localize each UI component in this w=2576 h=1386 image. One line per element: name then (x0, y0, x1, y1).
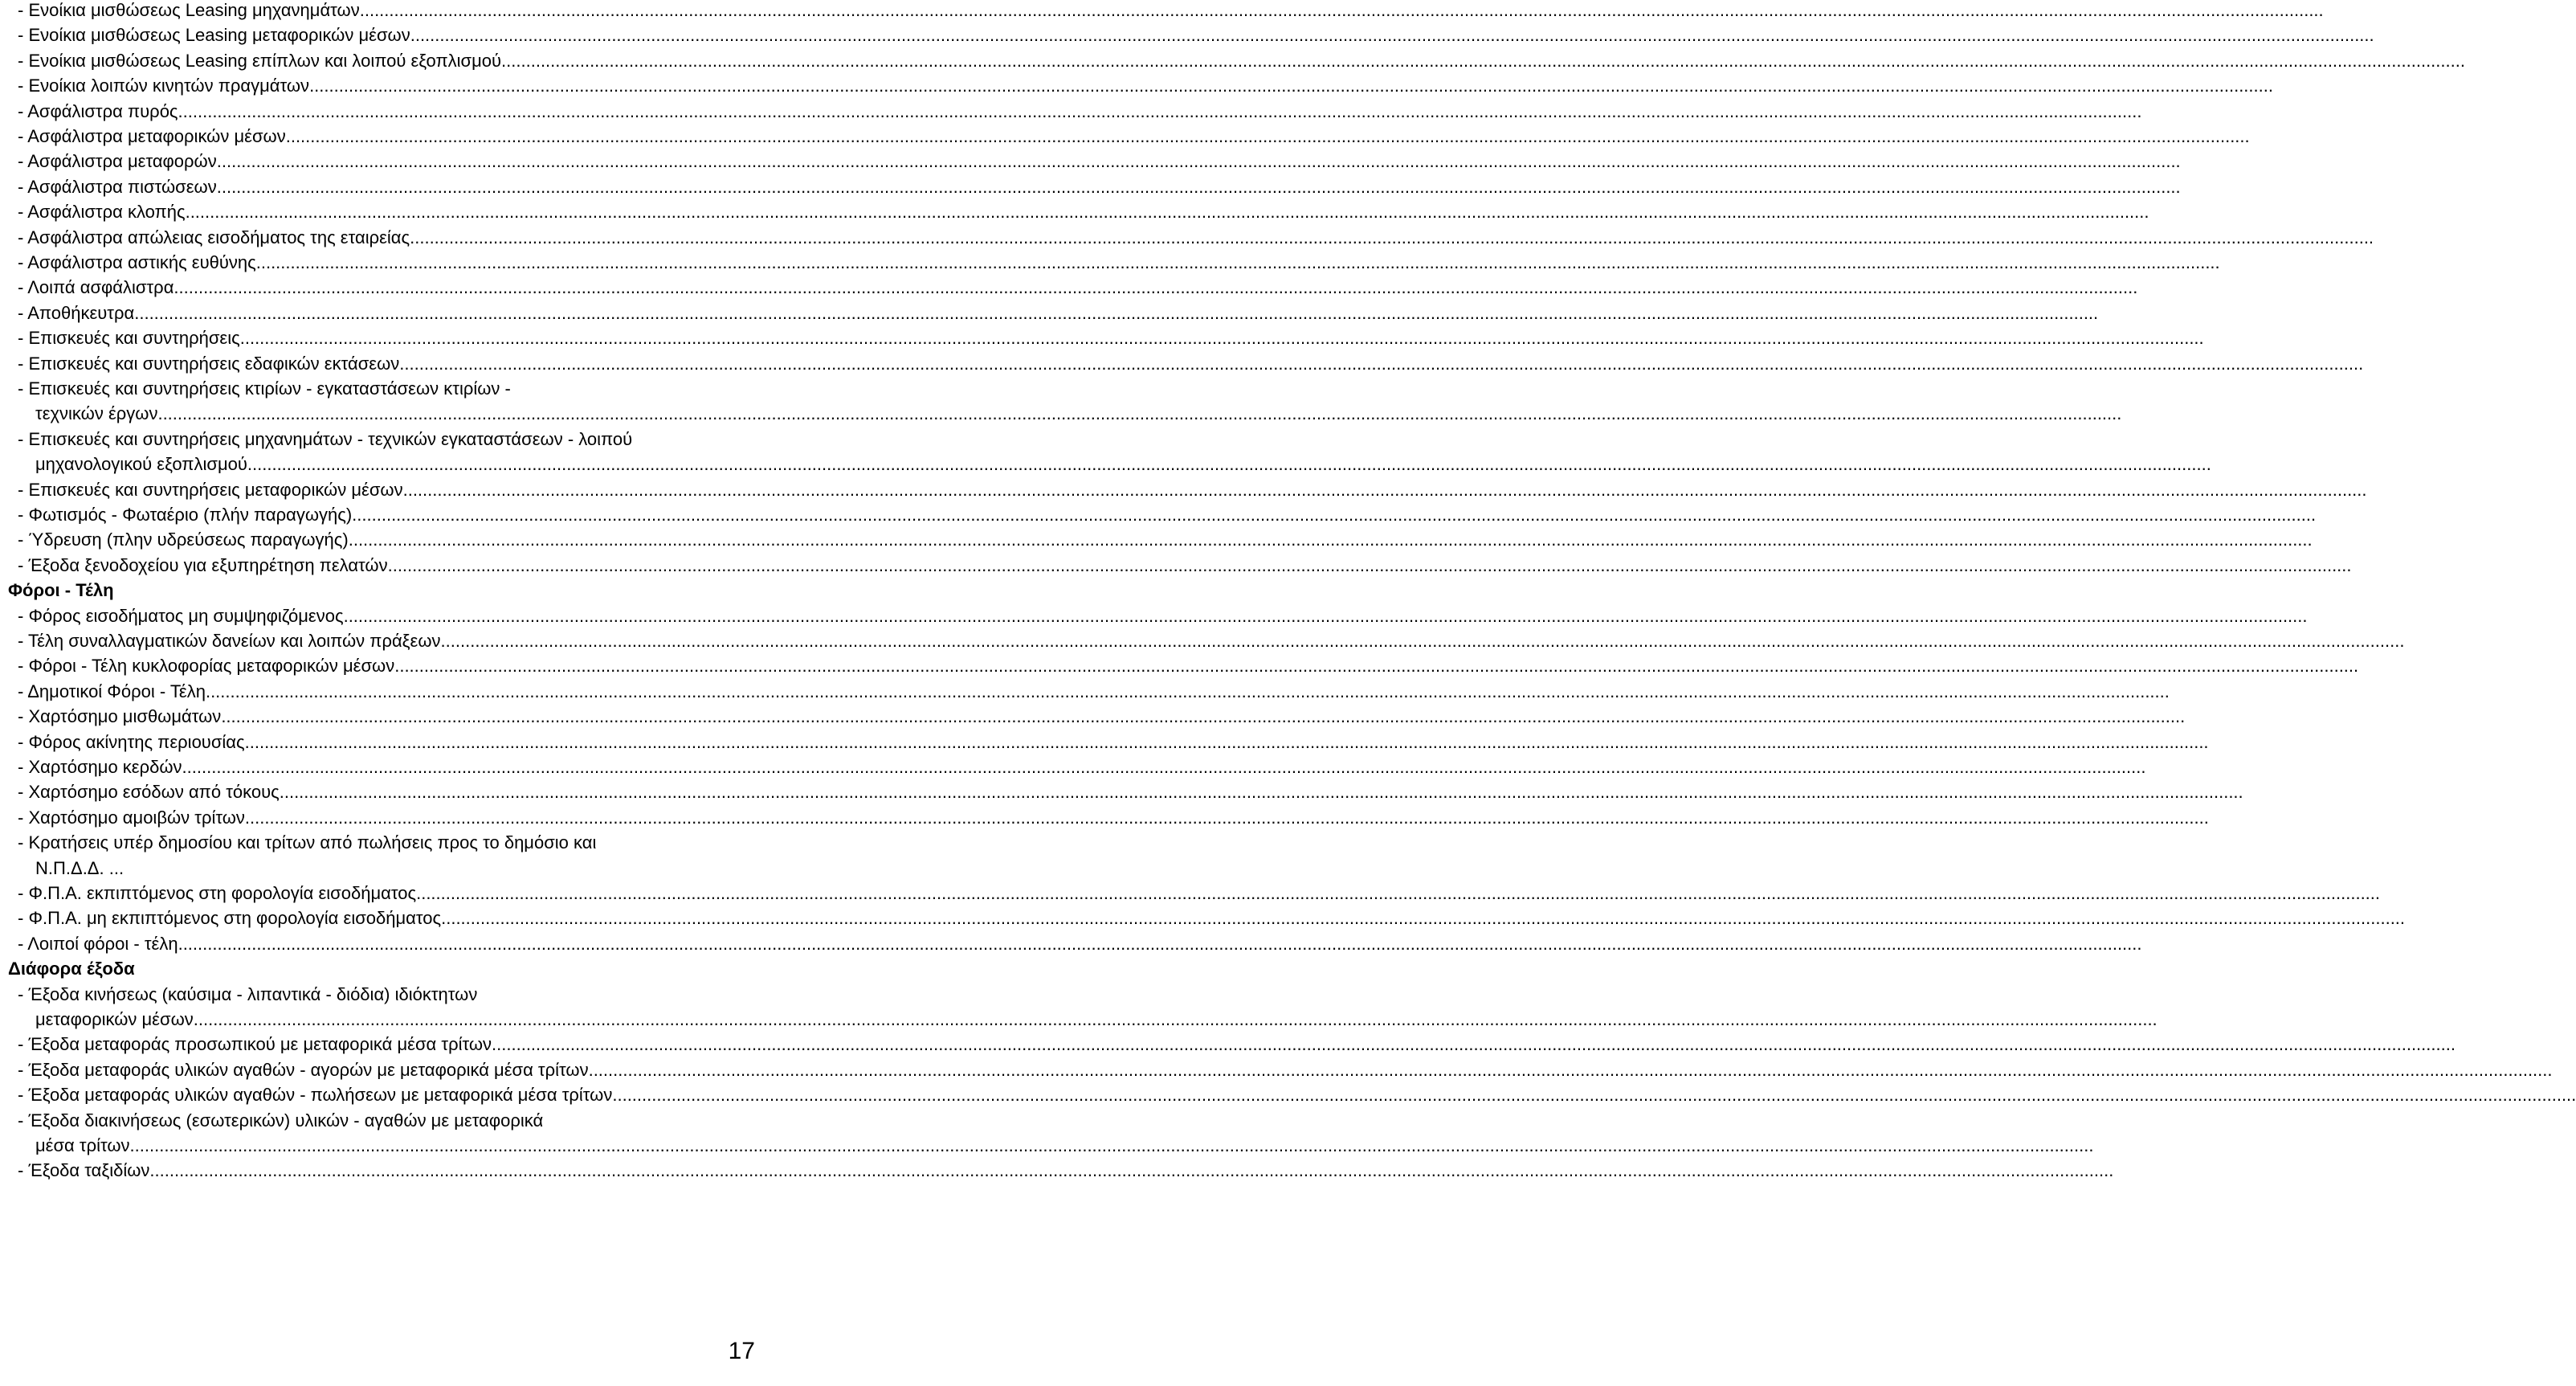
list-item-continuation (35, 454, 2211, 475)
dot-leader: ................................................................................................................................................................................................................................................................................................................................................................................................................ (239, 328, 2204, 349)
dot-leader: ................................................................................................................................................................................................................................................................................................................................................................................................................ (178, 933, 2142, 954)
dot-leader: ................................................................................................................................................................................................................................................................................................................................................................................................................ (247, 454, 2211, 475)
list-item (18, 605, 2308, 627)
list-item (18, 1110, 752, 1131)
page-number: 17 (728, 1338, 755, 1364)
list-item-text: - Έξοδα ταξιδίων (18, 1160, 150, 1181)
list-item (18, 984, 752, 1005)
dot-leader: ................................................................................................................................................................................................................................................................................................................................................................................................................ (182, 757, 2146, 777)
dot-leader: ................................................................................................................................................................................................................................................................................................................................................................................................................ (157, 403, 2122, 424)
list-item (18, 757, 2146, 778)
section-heading: Διάφορα έξοδα (8, 959, 135, 979)
dot-leader: ................................................................................................................................................................................................................................................................................................................................................................................................................ (129, 1135, 2094, 1155)
dot-leader: ................................................................................................................................................................................................................................................................................................................................................................................................................ (244, 807, 2209, 828)
list-item (18, 302, 2099, 324)
list-item-text: - Φ.Π.Α. μη εκπιπτόμενος στη φορολογία εισοδήματος (18, 908, 442, 929)
list-item (18, 908, 2406, 929)
list-item-text: μεταφορικών μέσων (35, 1009, 194, 1029)
list-item-text: - Φόροι - Τέλη κυκλοφορίας μεταφορικών μέσων (18, 656, 395, 677)
list-item-text: - Επισκευές και συντηρήσεις μεταφορικών μέσων (18, 479, 403, 500)
dot-leader: ................................................................................................................................................................................................................................................................................................................................................................................................................ (416, 883, 2381, 903)
list-item (18, 1160, 2114, 1181)
list-item (18, 505, 2317, 525)
list-item (18, 25, 2374, 46)
list-item-text: - Έξοδα μεταφοράς υλικών αγαθών - πωλήσεων με μεταφορικά μέσα τρίτων (18, 1085, 613, 1106)
dot-leader: ................................................................................................................................................................................................................................................................................................................................................................................................................ (352, 505, 2317, 525)
list-item-text: - Έξοδα διακινήσεως (εσωτερικών) υλικών - αγαθών με μεταφορικά (18, 1110, 544, 1130)
dot-leader: ................................................................................................................................................................................................................................................................................................................................................................................................................ (185, 202, 2149, 223)
list-item (18, 1034, 2456, 1055)
dot-leader: ................................................................................................................................................................................................................................................................................................................................................................................................................ (387, 554, 2352, 575)
list-item-continuation (35, 403, 2122, 424)
list-item-text: - Ασφάλιστρα πιστώσεων (18, 176, 217, 197)
list-item (18, 50, 2465, 72)
list-item (18, 883, 2381, 904)
list-item (18, 328, 2204, 349)
list-item-continuation (35, 858, 752, 879)
dot-leader: ................................................................................................................................................................................................................................................................................................................................................................................................................ (244, 731, 2209, 752)
list-item-text: - Δημοτικοί Φόροι - Τέλη (18, 681, 206, 701)
dot-leader: ................................................................................................................................................................................................................................................................................................................................................................................................................ (285, 126, 2250, 146)
dot-leader: ................................................................................................................................................................................................................................................................................................................................................................................................................ (309, 76, 2273, 96)
dot-leader: ................................................................................................................................................................................................................................................................................................................................................................................................................ (348, 529, 2313, 550)
dot-leader: ................................................................................................................................................................................................................................................................................................................................................................................................................ (174, 277, 2138, 298)
dot-leader: ................................................................................................................................................................................................................................................................................................................................................................................................................ (612, 1085, 2576, 1106)
list-item (18, 706, 2186, 727)
list-item (18, 0, 2324, 21)
list-item (18, 176, 2181, 198)
list-item (18, 429, 752, 450)
list-item (18, 807, 2209, 828)
list-item-text: - Ασφάλιστρα αστικής ευθύνης (18, 252, 256, 272)
list-item (18, 832, 752, 853)
dot-leader: ................................................................................................................................................................................................................................................................................................................................................................................................................ (359, 0, 2324, 20)
list-item (18, 782, 2243, 803)
list-item-text: μηχανολογικού εξοπλισμού (35, 454, 247, 475)
list-item-text: - Κρατήσεις υπέρ δημοσίου και τρίτων από πωλήσεις προς το δημόσιο και (18, 832, 597, 853)
dot-leader: ................................................................................................................................................................................................................................................................................................................................................................................................................ (410, 25, 2374, 46)
section-heading: Φόροι - Τέλη (8, 580, 114, 601)
list-item-text: - Λοιπά ασφάλιστρα (18, 277, 174, 298)
list-item (18, 529, 2313, 550)
list-item-text: - Φόρος ακίνητης περιουσίας (18, 731, 245, 752)
list-item-text: - Έξοδα μεταφοράς υλικών αγαθών - αγορών με μεταφορικά μέσα τρίτων (18, 1059, 589, 1080)
list-item-text: Ν.Π.Δ.Δ. ... (35, 857, 125, 878)
list-item-continuation (35, 1135, 2094, 1156)
list-item (18, 656, 2359, 677)
list-item-text: - Φωτισμός - Φωταέριο (πλήν παραγωγής) (18, 505, 353, 525)
list-item-text: - Αποθήκευτρα (18, 302, 135, 323)
list-item (18, 1085, 2576, 1106)
dot-leader: ................................................................................................................................................................................................................................................................................................................................................................................................................ (410, 227, 2374, 247)
list-item-text: - Επισκευές και συντηρήσεις εδαφικών εκτάσεων (18, 353, 400, 374)
list-item-text: - Ασφάλιστρα πυρός (18, 100, 178, 121)
list-item-text: - Χαρτόσημο αμοιβών τρίτων (18, 807, 245, 828)
dot-leader: ................................................................................................................................................................................................................................................................................................................................................................................................................ (193, 1009, 2158, 1029)
list-item-text: - Επισκευές και συντηρήσεις μηχανημάτων - τεχνικών εγκαταστάσεων - λοιπού (18, 428, 633, 449)
list-item-text: - Ενοίκια μισθώσεως Leasing μηχανημάτων (18, 0, 360, 20)
list-item-text: - Ασφάλιστρα μεταφορών (18, 151, 217, 172)
list-item-text: - Έξοδα κινήσεως (καύσιμα - λιπαντικά - διόδια) ιδιόκτητων (18, 983, 478, 1004)
list-item (18, 554, 2352, 576)
dot-leader: ................................................................................................................................................................................................................................................................................................................................................................................................................ (402, 479, 2367, 500)
list-item-text: - Χαρτόσημο μισθωμάτων (18, 706, 222, 727)
dot-leader: ................................................................................................................................................................................................................................................................................................................................................................................................................ (255, 252, 2220, 272)
dot-leader: ................................................................................................................................................................................................................................................................................................................................................................................................................ (440, 631, 2405, 651)
dot-leader: ................................................................................................................................................................................................................................................................................................................................................................................................................ (216, 176, 2181, 197)
list-item (18, 202, 2149, 223)
list-item (18, 378, 752, 399)
dot-leader: ................................................................................................................................................................................................................................................................................................................................................................................................................ (221, 706, 2186, 727)
list-item-text: τεχνικών έργων (35, 403, 158, 424)
list-item-text: - Χαρτόσημο εσόδων από τόκους (18, 782, 280, 803)
list-item-text: - Ασφάλιστρα μεταφορικών μέσων (18, 126, 286, 146)
dot-leader: ................................................................................................................................................................................................................................................................................................................................................................................................................ (441, 908, 2406, 929)
list-item (18, 100, 2142, 122)
list-item-text: - Χαρτόσημο κερδών (18, 757, 182, 777)
dot-leader: ................................................................................................................................................................................................................................................................................................................................................................................................................ (216, 151, 2181, 172)
list-item-text: - Τέλη συναλλαγματικών δανείων και λοιπών πράξεων (18, 631, 441, 651)
dot-leader: ................................................................................................................................................................................................................................................................................................................................................................................................................ (588, 1059, 2553, 1080)
list-item (18, 227, 2374, 248)
list-item (18, 479, 2367, 501)
list-item-text: - Φ.Π.Α. εκπιπτόμενος στη φορολογία εισοδήματος (18, 883, 417, 903)
list-item (18, 252, 2220, 273)
dot-leader: ................................................................................................................................................................................................................................................................................................................................................................................................................ (492, 1034, 2456, 1055)
list-item (18, 1059, 2553, 1081)
list-item-text: - Λοιποί φόροι - τέλη (18, 933, 178, 954)
list-item-text: - Έξοδα μεταφοράς προσωπικού με μεταφορικά μέσα τρίτων (18, 1034, 492, 1055)
dot-leader: ................................................................................................................................................................................................................................................................................................................................................................................................................ (149, 1160, 2114, 1181)
dot-leader: ................................................................................................................................................................................................................................................................................................................................................................................................................ (205, 681, 2170, 701)
list-item (18, 126, 2250, 147)
dot-leader: ................................................................................................................................................................................................................................................................................................................................................................................................................ (501, 50, 2465, 71)
dot-leader: ................................................................................................................................................................................................................................................................................................................................................................................................................ (134, 302, 2099, 323)
dot-leader: ................................................................................................................................................................................................................................................................................................................................................................................................................ (178, 100, 2142, 121)
list-item-text: - Ενοίκια μισθώσεως Leasing μεταφορικών μέσων (18, 25, 410, 46)
list-item-text: - Έξοδα ξενοδοχείου για εξυπηρέτηση πελατών (18, 554, 388, 575)
dot-leader: ................................................................................................................................................................................................................................................................................................................................................................................................................ (399, 353, 2364, 374)
list-item (18, 631, 2405, 652)
list-item-text: - Ασφάλιστρα απώλειας εισοδήματος της εταιρείας (18, 227, 410, 247)
dot-leader: ................................................................................................................................................................................................................................................................................................................................................................................................................ (394, 656, 2359, 677)
list-item (18, 277, 2138, 298)
list-item-text: - Επισκευές και συντηρήσεις κτιρίων - εγκαταστάσεων κτιρίων - (18, 378, 511, 399)
dot-leader: ................................................................................................................................................................................................................................................................................................................................................................................................................ (343, 605, 2308, 626)
list-item-text: - Φόρος εισοδήματος μη συμψηφιζόμενος (18, 605, 344, 626)
list-item (18, 681, 2170, 702)
list-item (18, 151, 2181, 172)
list-item-text: - Ενοίκια λοιπών κινητών πραγμάτων (18, 76, 310, 96)
list-item (18, 353, 2364, 374)
list-item-text: - Ύδρευση (πλην υδρεύσεως παραγωγής) (18, 529, 349, 550)
list-item-text: - Επισκευές και συντηρήσεις (18, 328, 240, 349)
list-item (18, 76, 2273, 96)
list-item-continuation (35, 1009, 2158, 1030)
dot-leader: ................................................................................................................................................................................................................................................................................................................................................................................................................ (279, 782, 2243, 803)
list-item (18, 731, 2209, 753)
list-item-text: μέσα τρίτων (35, 1135, 130, 1155)
list-item (18, 933, 2142, 955)
list-item-text: - Ενοίκια μισθώσεως Leasing επίπλων και λοιπού εξοπλισμού (18, 50, 502, 71)
list-item-text: - Ασφάλιστρα κλοπής (18, 202, 186, 223)
